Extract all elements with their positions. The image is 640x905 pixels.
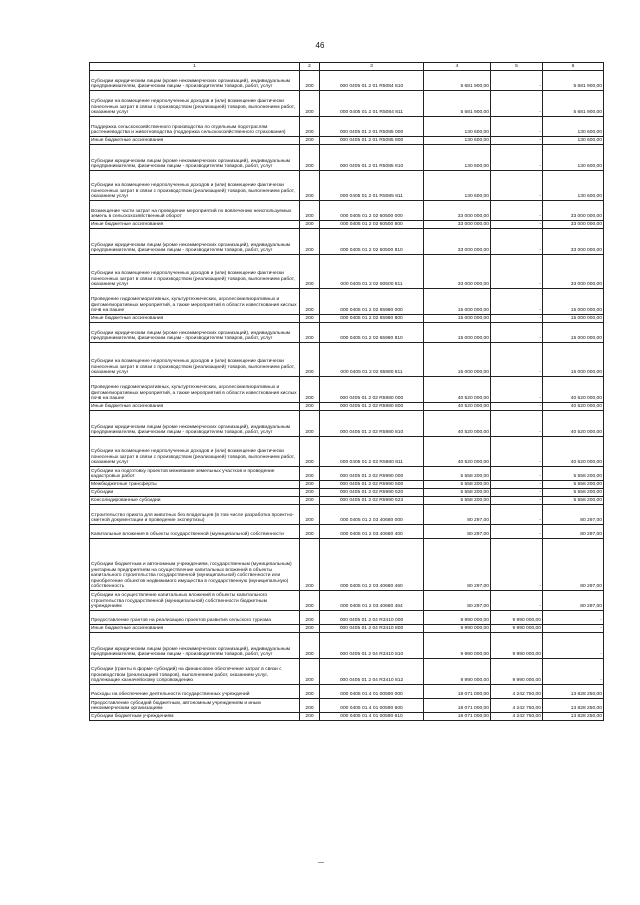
table-row [90, 481, 604, 489]
row-total-cell: 130 600,00 [424, 171, 491, 201]
row-col5-cell: - [491, 343, 543, 377]
row-group-cell: 200 [300, 481, 320, 489]
row-name-cell: Субсидии на подготовку проектов межевания земельных участков и проведение кадастровых работ [90, 467, 300, 481]
row-total-cell: 5 558 200,00 [424, 467, 491, 481]
table-row [90, 377, 604, 403]
table-row [90, 117, 604, 137]
row-code-cell: 000 0405 01 2 01 R5084 811 [320, 91, 424, 117]
row-total-cell: 40 520 000,00 [424, 403, 491, 411]
table-row [90, 315, 604, 323]
row-name-cell: Субсидии [90, 489, 300, 497]
row-code-cell: 000 0405 01 2 01 R5085 811 [320, 171, 424, 201]
row-group-cell: 200 [300, 539, 320, 591]
row-col5-cell: - [491, 591, 543, 611]
row-code-cell: 000 0405 01 2 01 R5085 810 [320, 145, 424, 171]
table-row [90, 255, 604, 289]
row-name-cell: Иные бюджетные ассигнования [90, 625, 300, 633]
row-col5-cell: - [491, 411, 543, 437]
row-name-cell: Возмещение части затрат на проведение мероприятий по вовлечению неиспользуемых земель в сельскохозяйственный оборот [90, 201, 300, 221]
row-col5-cell: 9 990 000,00 [491, 659, 543, 685]
row-col5-cell: - [491, 315, 543, 323]
row-total-cell: 33 000 000,00 [424, 221, 491, 229]
row-col6-cell: 5 558 200,00 [543, 467, 604, 481]
row-col5-cell: - [491, 323, 543, 343]
row-col5-cell: - [491, 403, 543, 411]
row-code-cell: 000 0405 01 2 04 R3410 812 [320, 659, 424, 685]
table-row [90, 591, 604, 611]
row-col6-cell: 130 600,00 [543, 145, 604, 171]
row-group-cell: 200 [300, 117, 320, 137]
row-total-cell: 15 000 000,00 [424, 315, 491, 323]
row-group-cell: 200 [300, 315, 320, 323]
row-name-cell: Субсидии на возмещение недополученных доходов и (или) возмещение фактически понесенных затрат в связи с производством (реализацией) товаров, выполнением работ, оказанием услуг [90, 255, 300, 289]
row-code-cell: 000 0405 01 2 02 60500 000 [320, 201, 424, 221]
row-group-cell: 200 [300, 71, 320, 91]
row-code-cell: 000 0405 01 2 03 40680 000 [320, 505, 424, 525]
row-group-cell: 200 [300, 437, 320, 467]
row-col6-cell: 33 000 000,00 [543, 255, 604, 289]
row-col5-cell: - [491, 489, 543, 497]
table-row [90, 221, 604, 229]
table-row [90, 91, 604, 117]
table-row [90, 171, 604, 201]
row-group-cell: 200 [300, 591, 320, 611]
row-group-cell: 200 [300, 221, 320, 229]
row-col6-cell: 80 297,00 [543, 505, 604, 525]
row-col6-cell: 130 600,00 [543, 171, 604, 201]
row-code-cell: 000 0405 01 2 02 R5980 000 [320, 377, 424, 403]
row-col6-cell: 5 681 900,00 [543, 71, 604, 91]
row-col6-cell: 33 000 000,00 [543, 201, 604, 221]
row-col5-cell: - [491, 481, 543, 489]
row-col5-cell: - [491, 221, 543, 229]
table-row [90, 539, 604, 591]
row-group-cell: 200 [300, 403, 320, 411]
row-group-cell: 200 [300, 137, 320, 145]
row-name-cell: Субсидии (гранты в форме субсидий) на финансовое обеспечение затрат в связи с производством (реализацией товаров), выполнением работ, оказанием услуг, подлежащие казначейскому сопровождению [90, 659, 300, 685]
row-name-cell: Межбюджетные трансферты [90, 481, 300, 489]
row-total-cell: 130 600,00 [424, 145, 491, 171]
row-col6-cell: 40 520 000,00 [543, 437, 604, 467]
row-col5-cell: - [491, 71, 543, 91]
row-col6-cell: 13 828 250,00 [543, 699, 604, 713]
row-group-cell: 200 [300, 525, 320, 539]
table-row [90, 611, 604, 625]
row-col6-cell: - [543, 611, 604, 625]
row-code-cell: 000 0405 01 2 02 65980 811 [320, 343, 424, 377]
row-total-cell: 9 990 000,00 [424, 625, 491, 633]
row-col5-cell: - [491, 377, 543, 403]
row-name-cell: Иные бюджетные ассигнования [90, 137, 300, 145]
row-col5-cell: - [491, 497, 543, 505]
row-total-cell: 5 558 200,00 [424, 489, 491, 497]
row-col6-cell: 80 297,00 [543, 591, 604, 611]
row-total-cell: 9 990 000,00 [424, 611, 491, 625]
row-col6-cell: - [543, 625, 604, 633]
row-total-cell: 18 071 000,00 [424, 713, 491, 721]
row-col6-cell: 15 000 000,00 [543, 289, 604, 315]
table-row [90, 323, 604, 343]
row-name-cell: Субсидии на возмещение недополученных доходов и (или) возмещение фактически понесенных затрат в связи с производством (реализацией) товаров, выполнением работ, оказанием услуг [90, 91, 300, 117]
row-col6-cell: 13 828 250,00 [543, 713, 604, 721]
row-name-cell: Предоставление субсидий бюджетным, автономным учреждениям и иным некоммерческим организациям [90, 699, 300, 713]
row-group-cell: 200 [300, 489, 320, 497]
row-col6-cell: - [543, 659, 604, 685]
row-total-cell: 130 600,00 [424, 137, 491, 145]
row-name-cell: Проведение гидромелиоративных, культуртехнических, агролесомелиоративных и фитомелиоративных мероприятий, а также мероприятий в области известкования кислых почв на пашне [90, 377, 300, 403]
row-total-cell: 9 990 000,00 [424, 633, 491, 659]
table-row [90, 137, 604, 145]
row-code-cell: 000 0405 01 2 04 R3410 000 [320, 611, 424, 625]
row-col6-cell: 13 828 250,00 [543, 685, 604, 699]
row-code-cell: 000 0405 01 2 02 R5990 000 [320, 467, 424, 481]
row-col5-cell: 9 990 000,00 [491, 633, 543, 659]
row-group-cell: 200 [300, 91, 320, 117]
table-row [90, 713, 604, 721]
row-name-cell: Проведение гидромелиоративных, культуртехнических, агролесомелиоративных и фитомелиоративных мероприятий, а также мероприятий в области известкования кислых почв на пашне [90, 289, 300, 315]
column-header: 3 [320, 63, 424, 71]
row-col5-cell: - [491, 289, 543, 315]
row-total-cell: 80 297,00 [424, 505, 491, 525]
column-header: 2 [300, 63, 320, 71]
row-group-cell: 200 [300, 505, 320, 525]
row-col6-cell: 5 558 200,00 [543, 489, 604, 497]
row-name-cell: Субсидии юридическим лицам (кроме некоммерческих организаций), индивидуальным предпринимателям, физическим лицам - производителям товаров, работ, услуг [90, 71, 300, 91]
table-row [90, 699, 604, 713]
row-total-cell: 40 520 000,00 [424, 377, 491, 403]
column-header: 6 [543, 63, 604, 71]
table-row [90, 289, 604, 315]
row-col6-cell: 33 000 000,00 [543, 229, 604, 255]
table-row [90, 411, 604, 437]
row-code-cell: 000 0405 01 2 02 65980 810 [320, 323, 424, 343]
row-col5-cell: 9 990 000,00 [491, 625, 543, 633]
row-group-cell: 200 [300, 377, 320, 403]
row-col5-cell: 4 242 750,00 [491, 699, 543, 713]
row-code-cell: 000 0405 01 2 02 R5980 811 [320, 437, 424, 467]
row-group-cell: 200 [300, 323, 320, 343]
row-col6-cell: 80 297,00 [543, 525, 604, 539]
row-col5-cell: - [491, 117, 543, 137]
row-col6-cell: 130 600,00 [543, 137, 604, 145]
row-code-cell: 000 0405 01 2 02 65980 000 [320, 289, 424, 315]
row-name-cell: Субсидии на возмещение недополученных доходов и (или) возмещение фактически понесенных затрат в связи с производством (реализацией) товаров, выполнением работ, оказанием услуг [90, 437, 300, 467]
row-name-cell: Субсидии на осуществление капитальных вложений в объекты капитального строительства государственной (муниципальной) собственности бюджетным учреждениям [90, 591, 300, 611]
row-group-cell: 200 [300, 201, 320, 221]
row-col5-cell: 4 242 750,00 [491, 713, 543, 721]
row-col5-cell: - [491, 525, 543, 539]
row-col6-cell: 40 520 000,00 [543, 411, 604, 437]
row-col5-cell: - [491, 137, 543, 145]
row-total-cell: 18 071 000,00 [424, 699, 491, 713]
row-group-cell: 200 [300, 659, 320, 685]
table-row [90, 403, 604, 411]
row-col6-cell: 130 600,00 [543, 117, 604, 137]
row-name-cell: Субсидии юридическим лицам (кроме некоммерческих организаций), индивидуальным предпринимателям, физическим лицам - производителям товаров, работ, услуг [90, 633, 300, 659]
row-name-cell: Предоставление грантов на реализацию проектов развития сельского туризма [90, 611, 300, 625]
row-group-cell: 200 [300, 497, 320, 505]
row-col6-cell: 33 000 000,00 [543, 221, 604, 229]
column-header: 4 [424, 63, 491, 71]
row-col5-cell: - [491, 91, 543, 117]
row-col6-cell: 5 558 200,00 [543, 481, 604, 489]
row-code-cell: 000 0405 01 2 01 R5085 800 [320, 137, 424, 145]
row-total-cell: 5 681 900,00 [424, 71, 491, 91]
row-code-cell: 000 0405 01 2 03 40680 400 [320, 525, 424, 539]
row-group-cell: 200 [300, 685, 320, 699]
table-row [90, 467, 604, 481]
row-name-cell: Субсидии юридическим лицам (кроме некоммерческих организаций), индивидуальным предпринимателям, физическим лицам - производителям товаров, работ, услуг [90, 145, 300, 171]
row-col6-cell: 15 000 000,00 [543, 315, 604, 323]
row-total-cell: 80 297,00 [424, 591, 491, 611]
row-name-cell: Субсидии юридическим лицам (кроме некоммерческих организаций), индивидуальным предпринимателям, физическим лицам - производителям товаров, работ, услуг [90, 229, 300, 255]
row-name-cell: Капитальные вложения в объекты государственной (муниципальной) собственности [90, 525, 300, 539]
row-col6-cell: 15 000 000,00 [543, 343, 604, 377]
row-code-cell: 000 0405 01 2 02 60500 811 [320, 255, 424, 289]
row-total-cell: 80 297,00 [424, 525, 491, 539]
header-row [90, 63, 604, 71]
footer-mark [318, 862, 324, 863]
row-col5-cell: - [491, 229, 543, 255]
row-code-cell: 000 0405 01 4 01 00590 610 [320, 713, 424, 721]
row-group-cell: 200 [300, 255, 320, 289]
table-row [90, 685, 604, 699]
row-group-cell: 200 [300, 343, 320, 377]
table-row [90, 229, 604, 255]
row-group-cell: 200 [300, 145, 320, 171]
row-name-cell: Иные бюджетные ассигнования [90, 403, 300, 411]
row-col6-cell: 40 520 000,00 [543, 377, 604, 403]
row-name-cell: Строительство приюта для животных без владельцев (в том числе разработка проектно-сметной документации и проведение экспертизы) [90, 505, 300, 525]
row-col6-cell: 5 558 200,00 [543, 497, 604, 505]
row-code-cell: 000 0405 01 2 02 60500 800 [320, 221, 424, 229]
row-total-cell: 5 558 200,00 [424, 497, 491, 505]
row-col5-cell: 9 990 000,00 [491, 611, 543, 625]
row-group-cell: 200 [300, 411, 320, 437]
table-row [90, 71, 604, 91]
row-total-cell: 15 000 000,00 [424, 323, 491, 343]
row-code-cell: 000 0405 01 2 02 60500 810 [320, 229, 424, 255]
row-code-cell: 000 0405 01 2 04 R3410 810 [320, 633, 424, 659]
column-header: 5 [491, 63, 543, 71]
row-total-cell: 15 000 000,00 [424, 289, 491, 315]
row-col6-cell: 5 681 900,00 [543, 91, 604, 117]
row-name-cell: Иные бюджетные ассигнования [90, 221, 300, 229]
row-code-cell: 000 0405 01 2 02 R5990 500 [320, 481, 424, 489]
table-row [90, 497, 604, 505]
row-col6-cell: 80 297,00 [543, 539, 604, 591]
table-row [90, 201, 604, 221]
row-name-cell: Субсидии на возмещение недополученных доходов и (или) возмещение фактически понесенных затрат в связи с производством (реализацией) товаров, выполнением работ, оказанием услуг [90, 343, 300, 377]
row-total-cell: 18 071 000,00 [424, 685, 491, 699]
row-name-cell: Иные бюджетные ассигнования [90, 315, 300, 323]
table-row [90, 489, 604, 497]
table-row [90, 659, 604, 685]
row-name-cell: Расходы на обеспечение деятельности государственных учреждений [90, 685, 300, 699]
row-group-cell: 200 [300, 611, 320, 625]
row-code-cell: 000 0405 01 2 03 40680 460 [320, 539, 424, 591]
column-header: 1 [90, 63, 300, 71]
row-col5-cell: - [491, 145, 543, 171]
row-col5-cell: - [491, 467, 543, 481]
row-name-cell: Субсидии бюджетным и автономным учреждениям, государственным (муниципальным) унитарным предприятиям на осуществление капитальных вложений в объекты капитального строительства государственной (муниципальной) собственности или приобретение объектов недвижимого имущества в государственную (муниципальную) собственность [90, 539, 300, 591]
row-name-cell: Консолидированные субсидии [90, 497, 300, 505]
row-col5-cell: - [491, 255, 543, 289]
row-total-cell: 5 681 900,00 [424, 91, 491, 117]
row-col5-cell: - [491, 201, 543, 221]
row-code-cell: 000 0405 01 2 02 R5990 523 [320, 497, 424, 505]
row-total-cell: 33 000 000,00 [424, 229, 491, 255]
row-total-cell: 5 558 200,00 [424, 481, 491, 489]
budget-table [89, 62, 604, 721]
row-code-cell: 000 0405 01 2 02 R5980 810 [320, 411, 424, 437]
table-row [90, 145, 604, 171]
row-group-cell: 200 [300, 467, 320, 481]
row-group-cell: 200 [300, 713, 320, 721]
table-row [90, 525, 604, 539]
row-group-cell: 200 [300, 625, 320, 633]
row-col5-cell: - [491, 437, 543, 467]
row-code-cell: 000 0405 01 2 01 R5084 810 [320, 71, 424, 91]
row-total-cell: 9 990 000,00 [424, 659, 491, 685]
row-code-cell: 000 0405 01 2 04 R3410 800 [320, 625, 424, 633]
row-code-cell: 000 0405 01 2 02 65980 800 [320, 315, 424, 323]
row-col5-cell: - [491, 539, 543, 591]
row-code-cell: 000 0405 01 4 01 00590 000 [320, 685, 424, 699]
table-row [90, 625, 604, 633]
table-row [90, 343, 604, 377]
table-row [90, 437, 604, 467]
row-group-cell: 200 [300, 699, 320, 713]
row-total-cell: 15 000 000,00 [424, 343, 491, 377]
row-name-cell: Поддержка сельскохозяйственного производства по отдельным подотраслям растениеводства и животноводства (поддержка сельскохозяйственного страхования) [90, 117, 300, 137]
row-group-cell: 200 [300, 171, 320, 201]
row-total-cell: 40 520 000,00 [424, 411, 491, 437]
row-total-cell: 130 600,00 [424, 117, 491, 137]
row-total-cell: 40 520 000,00 [424, 437, 491, 467]
row-col5-cell: - [491, 505, 543, 525]
row-group-cell: 200 [300, 633, 320, 659]
row-code-cell: 000 0405 01 2 02 R5980 800 [320, 403, 424, 411]
page-number: 46 [315, 41, 325, 50]
row-col6-cell: 40 520 000,00 [543, 403, 604, 411]
table-row [90, 633, 604, 659]
row-col6-cell: - [543, 633, 604, 659]
row-total-cell: 33 000 000,00 [424, 255, 491, 289]
row-total-cell: 33 000 000,00 [424, 201, 491, 221]
row-name-cell: Субсидии юридическим лицам (кроме некоммерческих организаций), индивидуальным предпринимателям, физическим лицам - производителям товаров, работ, услуг [90, 411, 300, 437]
row-col5-cell: 4 242 750,00 [491, 685, 543, 699]
row-name-cell: Субсидии юридическим лицам (кроме некоммерческих организаций), индивидуальным предпринимателям, физическим лицам - производителям товаров, работ, услуг [90, 323, 300, 343]
row-group-cell: 200 [300, 229, 320, 255]
table-row [90, 505, 604, 525]
row-col5-cell: - [491, 171, 543, 201]
row-name-cell: Субсидии на возмещение недополученных доходов и (или) возмещение фактически понесенных затрат в связи с производством (реализацией) товаров, выполнением работ, оказанием услуг [90, 171, 300, 201]
row-code-cell: 000 0405 01 2 02 R5990 520 [320, 489, 424, 497]
row-col6-cell: 15 000 000,00 [543, 323, 604, 343]
row-code-cell: 000 0405 01 2 01 R5085 000 [320, 117, 424, 137]
row-group-cell: 200 [300, 289, 320, 315]
row-total-cell: 80 297,00 [424, 539, 491, 591]
row-code-cell: 000 0405 01 4 01 00590 600 [320, 699, 424, 713]
row-name-cell: Субсидии бюджетным учреждениям [90, 713, 300, 721]
row-code-cell: 000 0405 01 2 03 40680 464 [320, 591, 424, 611]
